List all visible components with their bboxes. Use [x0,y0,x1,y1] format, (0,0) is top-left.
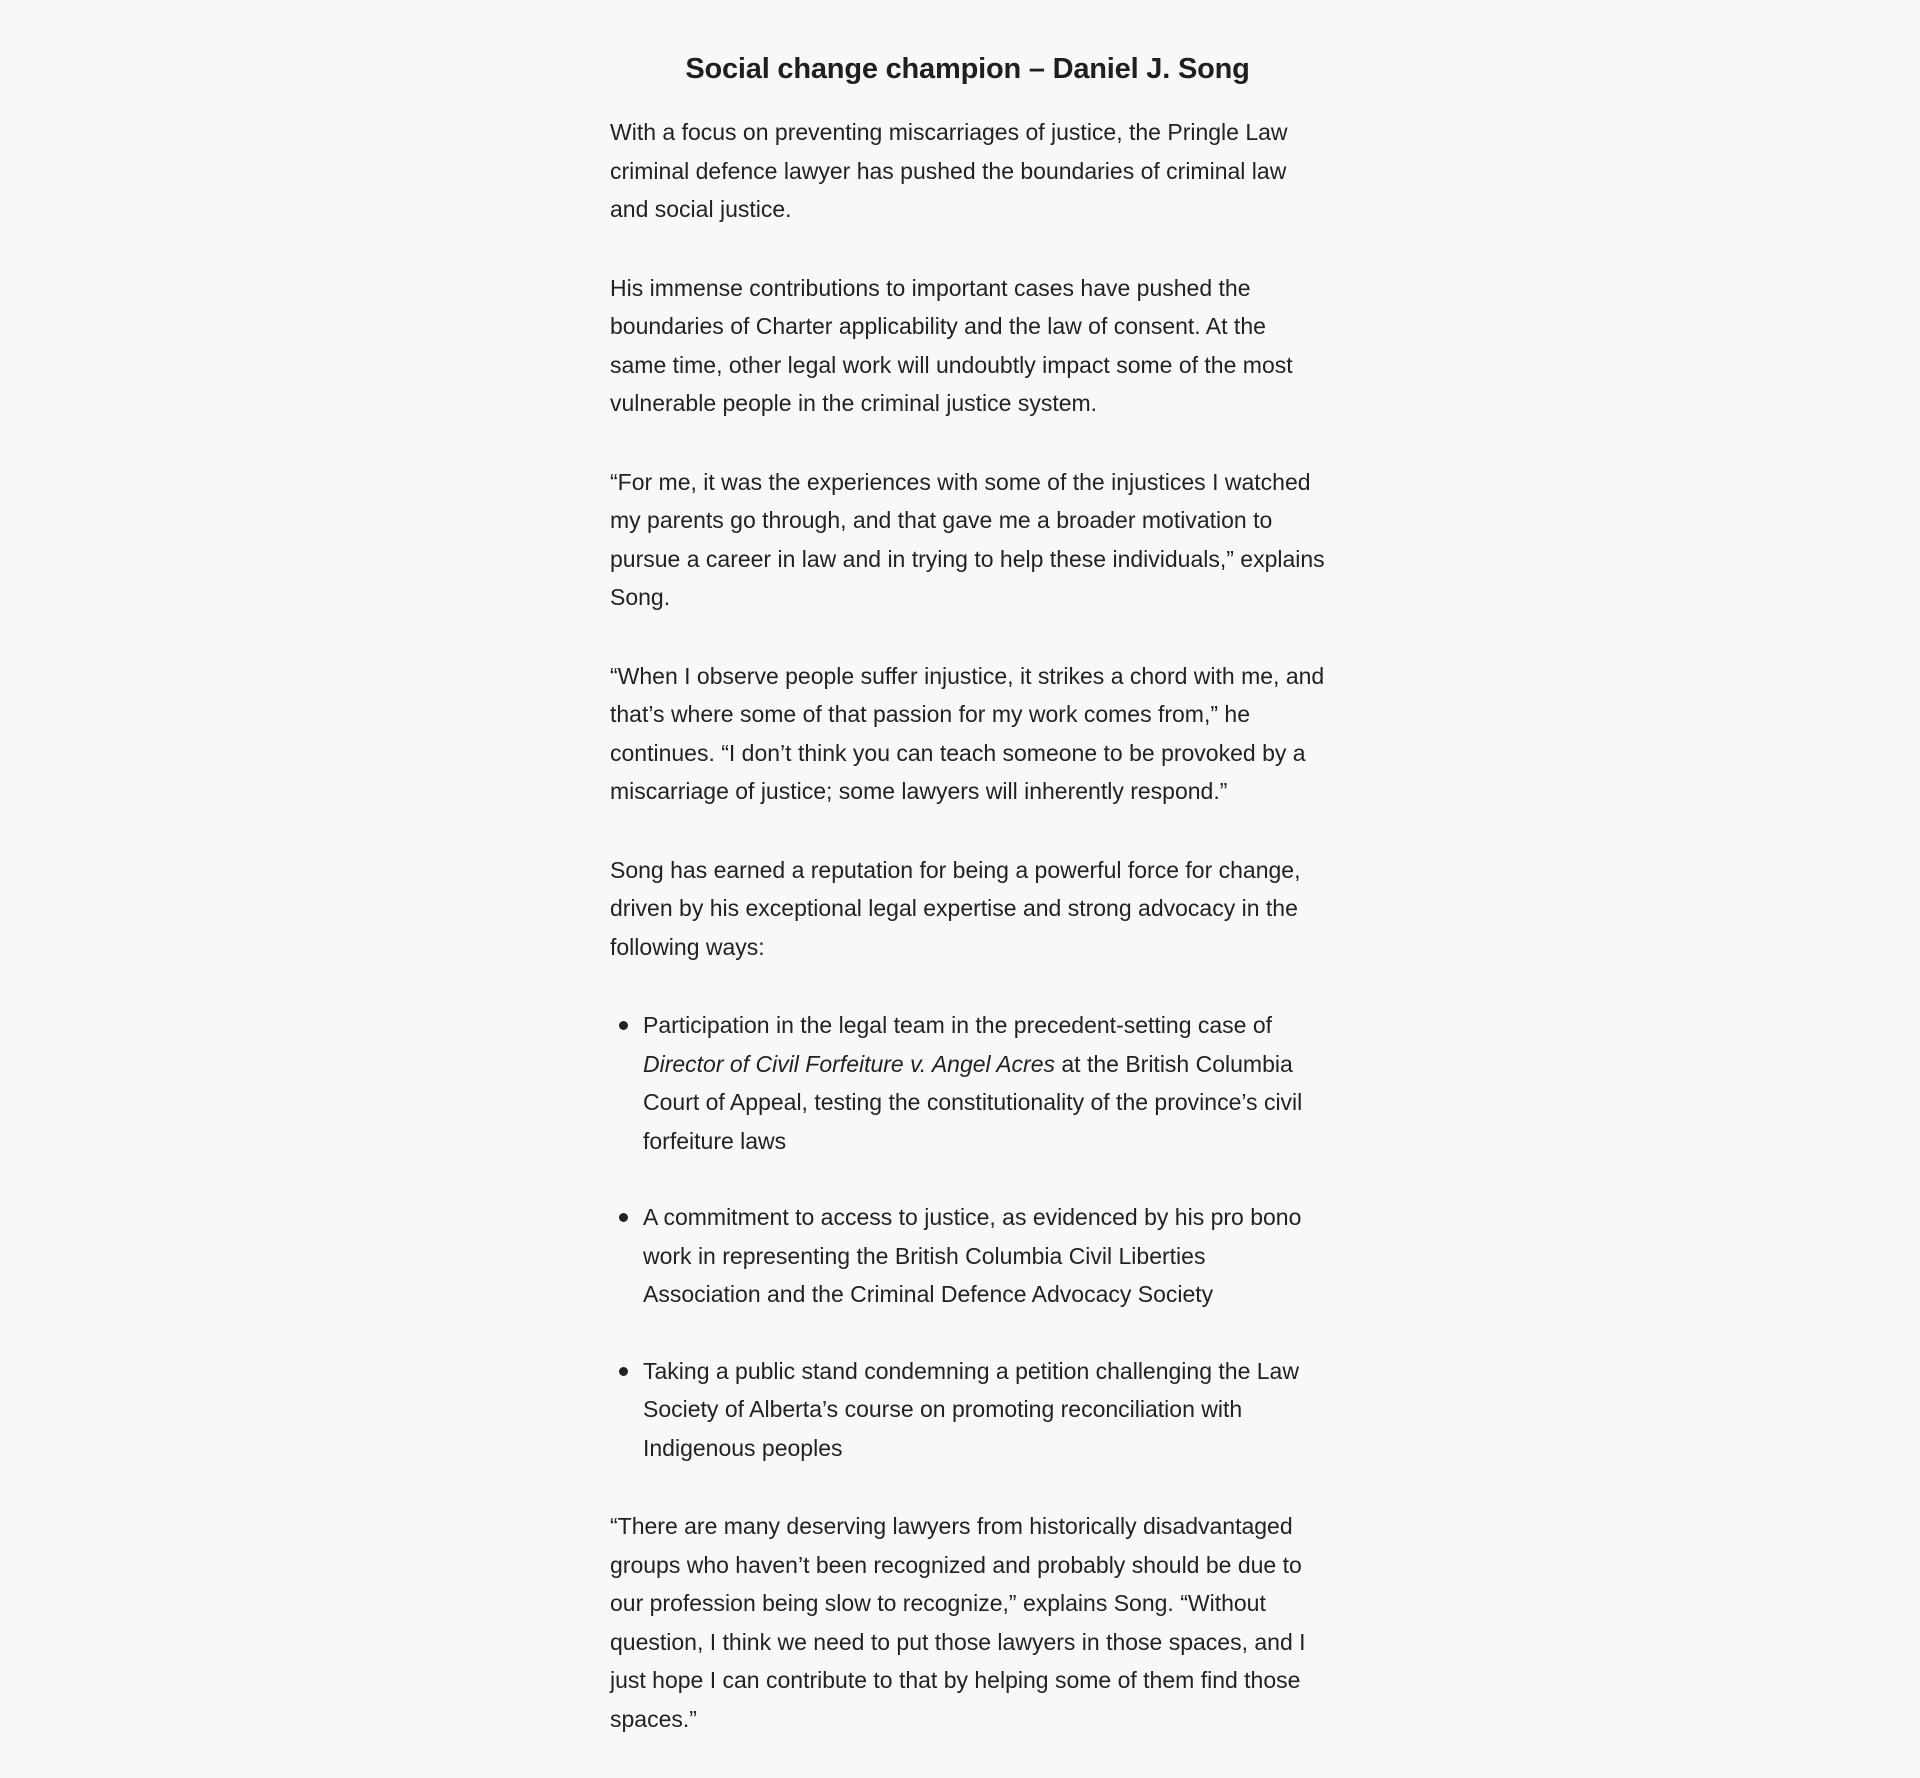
article-body [610,46,1325,1778]
quote-paragraph: “There are many deserving lawyers from historically disadvantaged groups who haven’t been recognized and probably should be due to our profession being slow to recognize,” explains Song. “Without question, I think we need to put those lawyers in those spaces, and I just hope I can contribute to that by helping some of them find those spaces.” [610,1513,1306,1732]
bullet-icon [619,1213,628,1222]
list-item [643,1006,1325,1160]
article-paragraph: Song has earned a reputation for being a powerful force for change, driven by his exceptional legal expertise and strong advocacy in the following ways: [610,856,1301,960]
quote-paragraph: “For me, it was the experiences with some of the injustices I watched my parents go through, and that gave me a broader motivation to pursue a career in law and in trying to help these individuals,” explains Song. [610,468,1325,610]
bullet-icon [619,1021,628,1030]
list-item-text: A commitment to access to justice, as evidenced by his pro bono work in representing the British Columbia Civil Liberties Association and the Criminal Defence Advocacy Society [643,1204,1302,1307]
article-title: Social change champion – Daniel J. Song [685,53,1250,85]
bullet-icon [619,1367,628,1376]
list-item-text: Taking a public stand condemning a petition challenging the Law Society of Alberta’s course on promoting reconciliation with Indigenous peoples [643,1357,1299,1461]
article-paragraph: With a focus on preventing miscarriages of justice, the Pringle Law criminal defence lawyer has pushed the boundaries of criminal law and social justice. [610,119,1288,222]
list-item-text: Participation in the legal team in the precedent-setting case of [643,1012,1273,1038]
list-item [643,1198,1325,1314]
achievements-list [610,1006,1325,1467]
list-item-text: at the British Columbia Court of Appeal, testing the constitutionality of the province’s civil forfeiture laws [643,1050,1303,1154]
list-item [643,1352,1325,1468]
article-paragraph: His immense contributions to important cases have pushed the boundaries of Charter applicability and the law of consent. At the same time, other legal work will undoubtly impact some of the most vulnerable people in the criminal justice system. [610,274,1293,416]
quote-paragraph: “When I observe people suffer injustice, it strikes a chord with me, and that’s where some of that passion for my work comes from,” he continues. “I don’t think you can teach someone to be provoked by a miscarriage of justice; some lawyers will inherently respond.” [610,662,1325,804]
case-name: Director of Civil Forfeiture v. Angel Acres [643,1050,1055,1077]
